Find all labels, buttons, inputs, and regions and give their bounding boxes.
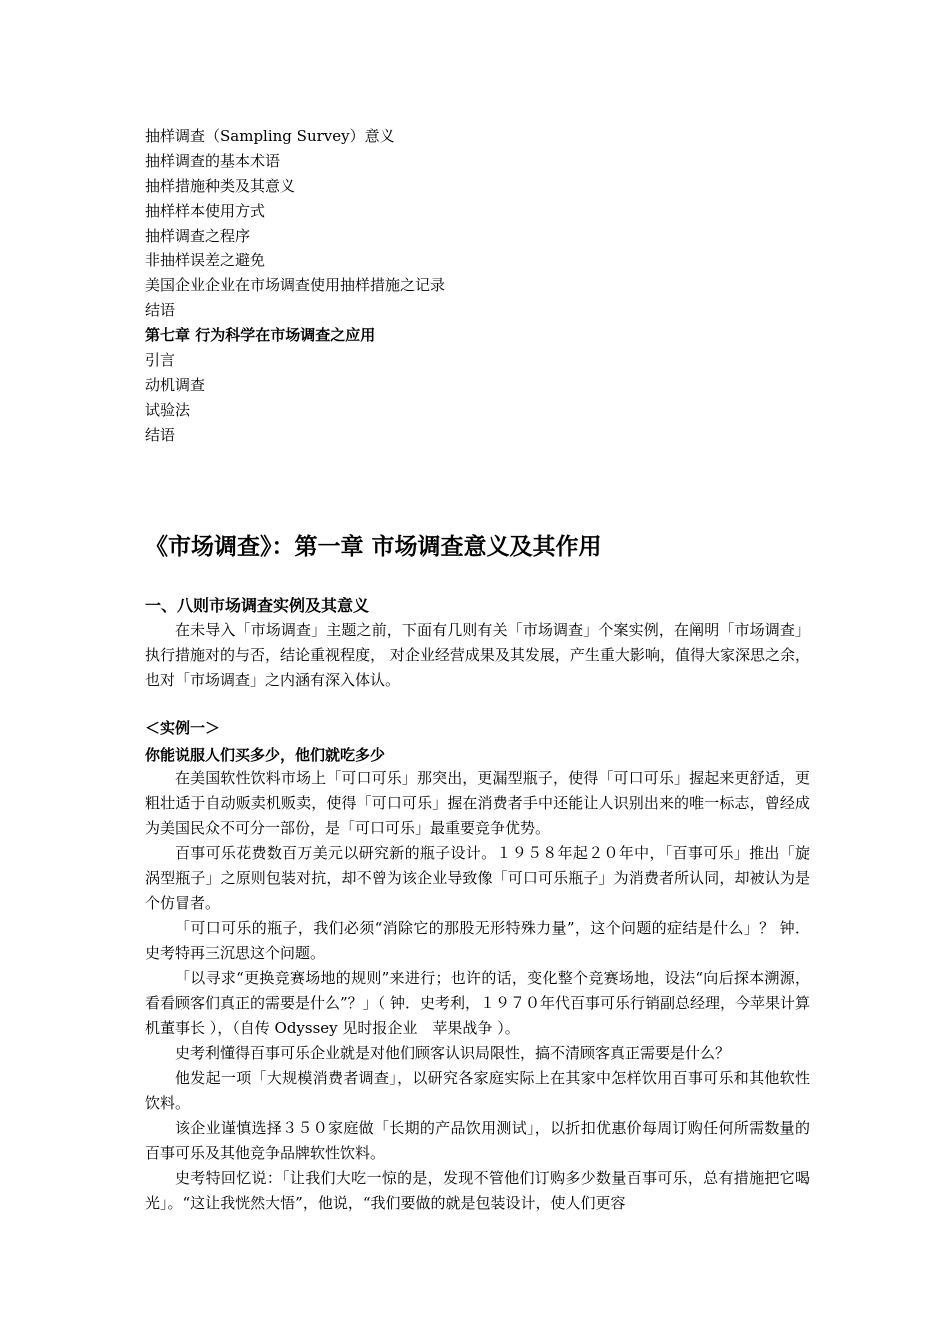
toc-item: 非抽样误差之避免: [145, 251, 266, 270]
toc-item: 引言: [145, 351, 176, 370]
body-paragraph: 他发起一项「大规模消费者调查」，以研究各家庭实际上在其家中怎样饮用百事可乐和其他软性饮料。: [145, 1069, 810, 1112]
toc-item: 抽样措施种类及其意义: [145, 176, 296, 195]
section-title: 一、八则市场调查实例及其意义: [145, 596, 370, 615]
intro-paragraph-block: [145, 618, 810, 693]
case-label: ＜实例一＞: [145, 719, 221, 737]
body-paragraph: 「以寻求“更换竞赛场地的规则”来进行；也许的话，变化整个竞赛场地，设法“向后探本溯源，看看顾客们真正的需要是什么”？」（ 钟．史考利，１９７０年代百事可乐行销副总经理，今苹果计算机董事长 ），（自传 Odyssey 见时报企业 苹果战争 ）。: [145, 969, 810, 1037]
body-paragraph: 百事可乐花费数百万美元以研究新的瓶子设计。１９５８年起２０年中，「百事可乐」推出「旋涡型瓶子」之原则包装对抗，却不曾为该企业导致像「可口可乐瓶子」为消费者所认同，却被认为是个仿冒者。: [145, 844, 810, 912]
toc-item: 抽样调查（Sampling Survey）意义: [145, 127, 395, 145]
body-paragraph: 该企业谨慎选择３５０家庭做「长期的产品饮用测试」，以折扣优惠价每周订购任何所需数量的百事可乐及其他竞争品牌软性饮料。: [145, 1119, 810, 1162]
case-heading: 你能说服人们买多少，他们就吃多少: [145, 746, 386, 764]
intro-paragraph: 在未导入「市场调查」主题之前，下面有几则有关「市场调查」个案实例，在阐明「市场调查」执行措施对的与否，结论重视程度， 对企业经营成果及其发展，产生重大影响，值得大家深思之余，也对「市场调查」之内涵有深入体认。: [145, 621, 810, 689]
body-paragraph: 史考利懂得百事可乐企业就是对他们顾客认识局限性，搞不清顾客真正需要是什么？: [175, 1044, 731, 1062]
toc-chapter-heading: 第七章 行为科学在市场调查之应用: [145, 326, 376, 345]
toc-item: 结语: [145, 425, 176, 444]
toc-item: 抽样样本使用方式: [145, 201, 266, 220]
toc-item: 抽样调查之程序: [145, 226, 251, 245]
toc-item: 结语: [145, 301, 176, 320]
toc-item: 美国企业企业在市场调查使用抽样措施之记录: [145, 276, 446, 295]
table-of-contents: [145, 124, 810, 448]
body-paragraph: 史考特回忆说：「让我们大吃一惊的是，发现不管他们订购多少数量百事可乐，总有措施把它喝光」。“这让我恍然大悟”，他说，“我们要做的就是包装设计，使人们更容: [145, 1169, 810, 1212]
body-paragraph: 「可口可乐的瓶子，我们必须“消除它的那股无形特殊力量”，这个问题的症结是什么」？ 钟．史考特再三沉思这个问题。: [145, 919, 810, 962]
body-paragraph: 在美国软性饮料市场上「可口可乐」那突出，更漏型瓶子，使得「可口可乐」握起来更舒适，更粗壮适于自动贩卖机贩卖，使得「可口可乐」握在消费者手中还能让人识别出来的唯一标志，曾经成为美国民众不可分一部份，是「可口可乐」最重要竞争优势。: [145, 769, 810, 837]
chapter-title: 《市场调查》：第一章 市场调查意义及其作用: [145, 534, 602, 560]
case-body: [145, 766, 810, 1216]
toc-item: 试验法: [145, 400, 191, 419]
toc-item: 动机调查: [145, 375, 206, 394]
toc-item: 抽样调查的基本术语: [145, 151, 281, 170]
